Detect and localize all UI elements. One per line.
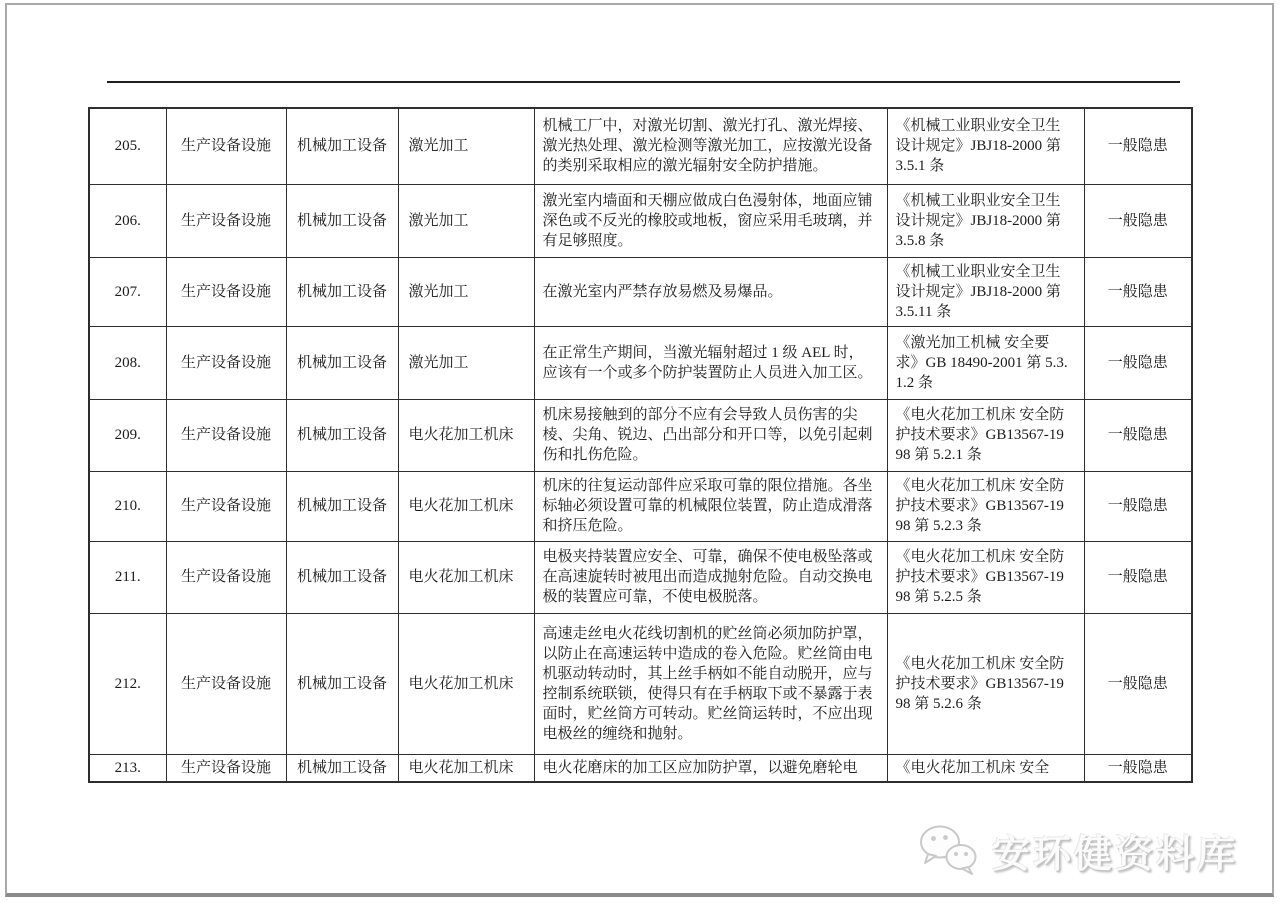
row-number-cell: 210. [89, 471, 166, 541]
hazard-level-cell: 一般隐患 [1084, 541, 1192, 613]
category-cell: 电火花加工机床 [398, 754, 534, 782]
watermark [916, 820, 1238, 880]
equipment-cell: 机械加工设备 [286, 613, 398, 754]
standard-cell: 《电火花加工机床 安全防护技术要求》GB13567-1998 第 5.2.1 条 [887, 399, 1084, 471]
row-number-cell: 209. [89, 399, 166, 471]
description-cell: 机床的往复运动部件应采取可靠的限位措施。各坐标轴必须设置可靠的机械限位装置，防止造成滑落和挤压危险。 [534, 471, 887, 541]
row-number-cell: 208. [89, 326, 166, 399]
category-cell: 激光加工 [398, 257, 534, 326]
equipment-cell: 机械加工设备 [286, 326, 398, 399]
hazard-level-cell: 一般隐患 [1084, 399, 1192, 471]
facility-cell: 生产设备设施 [166, 471, 286, 541]
row-number-cell: 213. [89, 754, 166, 782]
standard-cell: 《激光加工机械 安全要求》GB 18490-2001 第 5.3.1.2 条 [887, 326, 1084, 399]
hazard-table [88, 107, 1193, 783]
hazard-level-cell: 一般隐患 [1084, 754, 1192, 782]
standard-cell: 《电火花加工机床 安全防护技术要求》GB13567-1998 第 5.2.6 条 [887, 613, 1084, 754]
hazard-level-cell: 一般隐患 [1084, 326, 1192, 399]
facility-cell: 生产设备设施 [166, 399, 286, 471]
table-row [89, 754, 1192, 782]
row-number-cell: 211. [89, 541, 166, 613]
table-row [89, 471, 1192, 541]
category-cell: 电火花加工机床 [398, 399, 534, 471]
facility-cell: 生产设备设施 [166, 326, 286, 399]
table-row [89, 399, 1192, 471]
table-row [89, 108, 1192, 184]
table-row [89, 613, 1192, 754]
category-cell: 激光加工 [398, 184, 534, 257]
facility-cell: 生产设备设施 [166, 754, 286, 782]
standard-cell: 《电火花加工机床 安全 [887, 754, 1084, 782]
description-cell: 电极夹持装置应安全、可靠，确保不使电极坠落或在高速旋转时被甩出而造成抛射危险。自动交换电极的装置应可靠，不使电极脱落。 [534, 541, 887, 613]
category-cell: 电火花加工机床 [398, 541, 534, 613]
equipment-cell: 机械加工设备 [286, 471, 398, 541]
equipment-cell: 机械加工设备 [286, 541, 398, 613]
category-cell: 电火花加工机床 [398, 613, 534, 754]
equipment-cell: 机械加工设备 [286, 754, 398, 782]
description-cell: 机械工厂中，对激光切割、激光打孔、激光焊接、激光热处理、激光检测等激光加工，应按激光设备的类别采取相应的激光辐射安全防护措施。 [534, 108, 887, 184]
facility-cell: 生产设备设施 [166, 184, 286, 257]
watermark-text: 安环健资料库 [991, 833, 1238, 876]
description-cell: 机床易接触到的部分不应有会导致人员伤害的尖棱、尖角、锐边、凸出部分和开口等，以免引起刺伤和扎伤危险。 [534, 399, 887, 471]
category-cell: 激光加工 [398, 108, 534, 184]
row-number-cell: 207. [89, 257, 166, 326]
description-cell: 在激光室内严禁存放易燃及易爆品。 [534, 257, 887, 326]
facility-cell: 生产设备设施 [166, 257, 286, 326]
table-row [89, 257, 1192, 326]
facility-cell: 生产设备设施 [166, 541, 286, 613]
category-cell: 电火花加工机床 [398, 471, 534, 541]
facility-cell: 生产设备设施 [166, 613, 286, 754]
hazard-level-cell: 一般隐患 [1084, 108, 1192, 184]
standard-cell: 《机械工业职业安全卫生设计规定》JBJ18-2000 第 3.5.11 条 [887, 257, 1084, 326]
standard-cell: 《机械工业职业安全卫生设计规定》JBJ18-2000 第 3.5.8 条 [887, 184, 1084, 257]
row-number-cell: 205. [89, 108, 166, 184]
equipment-cell: 机械加工设备 [286, 184, 398, 257]
description-cell: 激光室内墙面和天棚应做成白色漫射体，地面应铺深色或不反光的橡胶或地板，窗应采用毛玻璃，并有足够照度。 [534, 184, 887, 257]
hazard-level-cell: 一般隐患 [1084, 257, 1192, 326]
row-number-cell: 212. [89, 613, 166, 754]
hazard-level-cell: 一般隐患 [1084, 471, 1192, 541]
hazard-level-cell: 一般隐患 [1084, 613, 1192, 754]
description-cell: 在正常生产期间，当激光辐射超过 1 级 AEL 时，应该有一个或多个防护装置防止人员进入加工区。 [534, 326, 887, 399]
standard-cell: 《机械工业职业安全卫生设计规定》JBJ18-2000 第 3.5.1 条 [887, 108, 1084, 184]
row-number-cell: 206. [89, 184, 166, 257]
category-cell: 激光加工 [398, 326, 534, 399]
standard-cell: 《电火花加工机床 安全防护技术要求》GB13567-1998 第 5.2.3 条 [887, 471, 1084, 541]
wechat-icon [916, 822, 980, 878]
header-rule [107, 81, 1180, 83]
table-row [89, 326, 1192, 399]
table-row [89, 184, 1192, 257]
description-cell: 电火花磨床的加工区应加防护罩，以避免磨轮电 [534, 754, 887, 782]
equipment-cell: 机械加工设备 [286, 399, 398, 471]
hazard-level-cell: 一般隐患 [1084, 184, 1192, 257]
equipment-cell: 机械加工设备 [286, 108, 398, 184]
standard-cell: 《电火花加工机床 安全防护技术要求》GB13567-1998 第 5.2.5 条 [887, 541, 1084, 613]
facility-cell: 生产设备设施 [166, 108, 286, 184]
table-row [89, 541, 1192, 613]
description-cell: 高速走丝电火花线切割机的贮丝筒必须加防护罩，以防止在高速运转中造成的卷入危险。贮丝筒由电机驱动转动时，其上丝手柄如不能自动脱开，应与控制系统联锁，使得只有在手柄取下或不暴露于表面时，贮丝筒方可转动。贮丝筒运转时，不应出现电极丝的缠绕和抛射。 [534, 613, 887, 754]
equipment-cell: 机械加工设备 [286, 257, 398, 326]
